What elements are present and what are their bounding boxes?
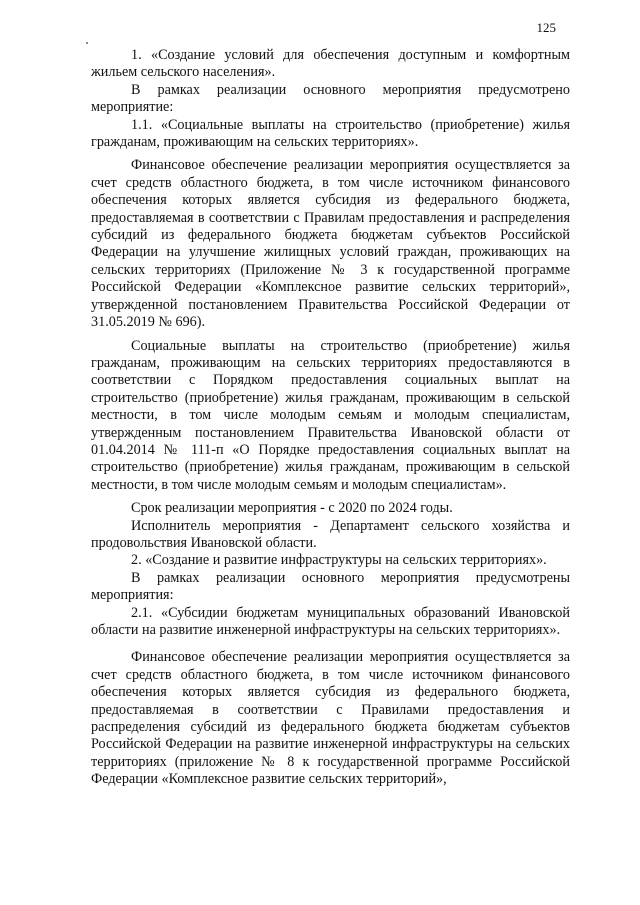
paragraph-4: Финансовое обеспечение реализации мероприятия осуществляется за счет средств областного бюджета, в том числе источником финансового обеспечения которых является субсидия из федерального бюджета, предоставляемая в соответствии с Правилам предоставления и распределения субсидий из федерального бюджета бюджетам субъектов Российской Федерации на улучшение жилищных условий граждан, проживающих на сельских территориях (Приложение № 3 к государственной программе Российской Федерации «Комплексное развитие сельских территорий», утвержденной постановлением Правительства Российской Федерации от 31.05.2019 № 696). [91,157,570,331]
paragraph-7: Исполнитель мероприятия - Департамент сельского хозяйства и продовольствия Ивановской области. [91,517,570,551]
paragraph-8: 2. «Создание и развитие инфраструктуры на сельских территориях». [131,552,547,569]
paragraph-10: 2.1. «Субсидии бюджетам муниципальных образований Ивановской области на развитие инженерной инфраструктуры на сельских территориях». [91,604,570,638]
paragraph-6: Срок реализации мероприятия - с 2020 по 2024 годы. [131,500,453,517]
page-number: 125 [536,20,556,35]
paragraph-2: В рамках реализации основного мероприятия предусмотрено мероприятие: [91,81,570,116]
paragraph-11: Финансовое обеспечение реализации мероприятия осуществляется за счет средств областного бюджета, в том числе источником финансового обеспечения которых является субсидия из федерального бюджета, предоставляемая в соответствии с Правилами предоставления и распределения субсидий из федерального бюджета бюджетам субъектов Российской Федерации на развитие инженерной инфраструктуры на сельских территориях (приложение № 8 к государственной программе Российской Федерации «Комплексное развитие сельских территорий», [91,649,570,788]
paragraph-1: 1. «Создание условий для обеспечения доступным и комфортным жильем сельского населения». [91,47,570,81]
scan-dot [86,42,88,44]
paragraph-3: 1.1. «Социальные выплаты на строительство (приобретение) жилья гражданам, проживающим на сельских территориях». [91,116,570,151]
document-body [91,47,570,789]
paragraph-5: Социальные выплаты на строительство (приобретение) жилья гражданам, проживающим на сельских территориях предоставляются в соответствии с Порядком предоставления социальных выплат на строительство (приобретение) жилья гражданам, проживающим в сельской местности, в том числе молодым семьям и молодым специалистам, утвержденным постановлением Правительства Ивановской области от 01.04.2014 № 111-п «О Порядке предоставления социальных выплат на строительство (приобретение) жилья гражданам, проживающим в сельской местности, в том числе молодым семьям и молодым специалистам». [91,337,570,493]
paragraph-9: В рамках реализации основного мероприятия предусмотрены мероприятия: [91,569,570,604]
